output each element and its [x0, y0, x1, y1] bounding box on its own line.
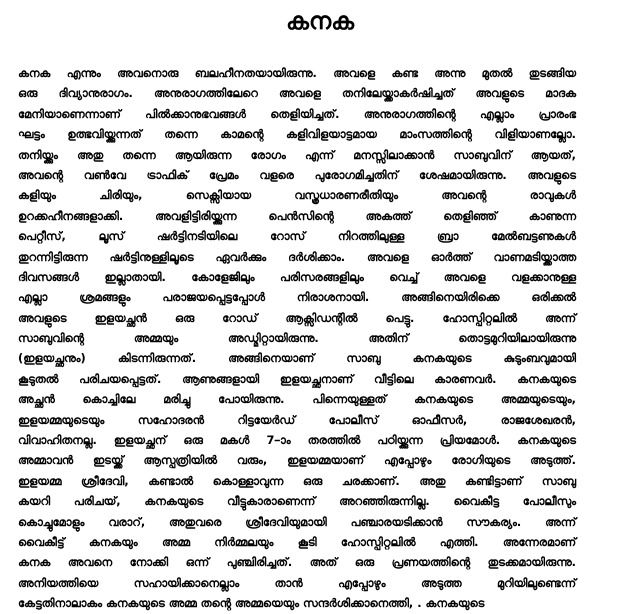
text-line: മേനിയാണെന്നാണ് പിൽക്കാനുഭവങ്ങൾ തെളിയിച്ചത്. അനുരാഗത്തിന്റെ എല്ലാം പ്രാരംഭ [18, 106, 576, 121]
text-line: ഒരു ദിവ്യാനുരാഗം. അനുരാഗത്തിലേറെ അവളെ തനിലേയ്ക്കാകർഷിച്ചത് അവളുടെ മാദക [18, 86, 576, 101]
document-title: കനക [285, 7, 355, 35]
text-line: അവളുടെ ഇളയച്ഛൻ ഒരു റോഡ് ആക്സിഡന്റിൽ പെട്ടു. ഹോസ്പിറ്റലിൽ അന്ന് [18, 310, 576, 325]
text-line: ഇളയമ്മ ശ്രീദേവി, കണ്ടാൽ കൊള്ളാവുന്ന ഒരു ചരക്കാണ്. അതു കണ്ടിട്ടാണ് സാബു [18, 473, 576, 488]
text-line: ഉറക്കഹീനങ്ങളാക്കി. അവളിട്ടിരിയ്ക്കുന്ന പെൻസിന്റെ അകത്ത് തെളിഞ്ഞ് കാണുന്ന [18, 208, 576, 223]
text-line: അമ്മാവൻ ഇടയ്ക്ക് ആസ്പത്രിയിൽ വരും, ഇളയമ്മയാണ് എപ്പോഴും രോഗിയുടെ അടുത്ത്. [18, 453, 576, 468]
text-line: കേട്ടതിനാലാകം കനകയുടെ അമ്മ തന്റെ അമ്മയെയും സന്ദർശിക്കാനെത്തി, . കനകയുടെ [18, 596, 485, 611]
text-line: അനിയത്തിയെ സഹായിക്കാനെല്ലാം താൻ എപ്പോഴും അടുത്ത മുറിയിലുണ്ടെന്ന് [18, 575, 576, 590]
text-line: കൊച്ചുമോളും വരാറ്, അതുവരെ ശ്രീദേവിയുമായി പഞ്ചാരയടിക്കാൻ സൗകര്യം. അന്ന് [18, 514, 576, 529]
text-line: ഘട്ടം ഉത്ഭവിയ്ക്കുന്നത് തന്നെ കാമന്റെ കളിവിളയാട്ടമായ മാംസത്തിന്റെ വിളിയാണല്ലോ. [18, 127, 576, 142]
text-line: പെറ്റീസ്, ലൂസ് ഷർട്ടിനടിയിലെ റോസ് നിറത്തിലുള്ള ബ്രാ മേൽബട്ടണുകൾ [18, 229, 576, 244]
text-line: തുറന്നിട്ടിരുന്ന ഷർട്ടിനുള്ളിലൂടെ ഏവർക്കും ദർശിക്കാം. അവളെ ഓർത്ത് വാണമടിയ്ക്കാത്ത [18, 249, 576, 264]
text-line: സാബുവിന്റെ അമ്മയും അഡ്മിറ്റായിരുന്നു. അതിന് തൊട്ടമുറിയിലായിരുന്നു [18, 331, 576, 346]
text-line: കൂടുതൽ പരിചയപ്പെട്ടത്. ആണുങ്ങളായി ഇളയച്ഛനാണ് വീട്ടിലെ കാരണവർ. കനകയുടെ [18, 371, 576, 386]
text-line: തനിയ്ക്കും അതു തന്നെ ആയിരുന്ന രോഗം എന്ന് മനസ്സിലാക്കാൻ സാബുവിന് ആയത്, [18, 147, 576, 162]
text-line: (ഇളയച്ഛനും) കിടന്നിരുന്നത്. അങ്ങിനെയാണ് സാബു കനകയുടെ കുടുംബവുമായി [18, 351, 576, 366]
text-line: ഇളയമ്മയുടെയും സഹോദരൻ റിട്ടയേർഡ് പോലീസ് ഓഫീസർ, രാജശേഖരൻ, [18, 412, 576, 427]
body-paragraph [18, 63, 576, 614]
text-line: കനക അവനെ നോക്കി ഒന്ന് പുഞ്ചിരിച്ചത്. അത് ഒരു പ്രണയത്തിന്റെ തുടക്കമായിരുന്നു. [18, 555, 576, 570]
text-line: ദിവസങ്ങൾ ഇല്ലാതായി. കോളേജിലും പരിസരങ്ങളിലും വെച്ച് അവളെ വളക്കാനുള്ള [18, 269, 576, 284]
text-line: കയറി പരിചയ്, കനകയുടെ വീട്ടുകാരാണെന്ന് അറഞ്ഞിരുന്നില്ല. വൈകീട്ട പോലീസും [18, 494, 576, 509]
text-line: അവന്റെ വൺവേ ട്രാഫിക് പ്രേമം വളരെ പുരോഗമിച്ചതിന് ശേഷമായിരുന്നു. അവളുടെ [18, 167, 576, 182]
text-line: അച്ഛൻ കൊച്ചിലേ മരിച്ചു പോയിരുന്നു. പിന്നെയുള്ളത് കനകയുടെ അമ്മയുടെയും, [18, 392, 576, 407]
text-line: എല്ലാ ശ്രമങ്ങളും പരാജയപ്പെട്ടപ്പോൾ നിരാശനായി. അങ്ങിനെയിരിക്കെ ഒരിക്കൽ [18, 290, 576, 305]
text-line: കളിയും ചിരിയും, സെക്സിയായ വസ്ത്രധാരണരീതിയും അവന്റെ രാവുകൾ [18, 188, 576, 203]
text-line: വൈകീട്ട് കനകയും അമ്മ നിർമ്മലയും കൂടി ഹോസ്പിറ്റലിൽ എത്തി. അന്നേരമാണ് [18, 534, 576, 549]
text-line: വിവാഹിതനല്ല. ഇളയച്ഛന് ഒരു മകൾ 7–ാം തരത്തിൽ പഠിയ്ക്കുന്ന പ്രിയമോൾ. കനകയുടെ [18, 433, 576, 448]
text-line: കനക എന്നും അവനൊരു ബലഹീനതയായിരുന്നു. അവളെ കണ്ട അന്നു മുതൽ തുടങ്ങിയ [18, 66, 576, 80]
